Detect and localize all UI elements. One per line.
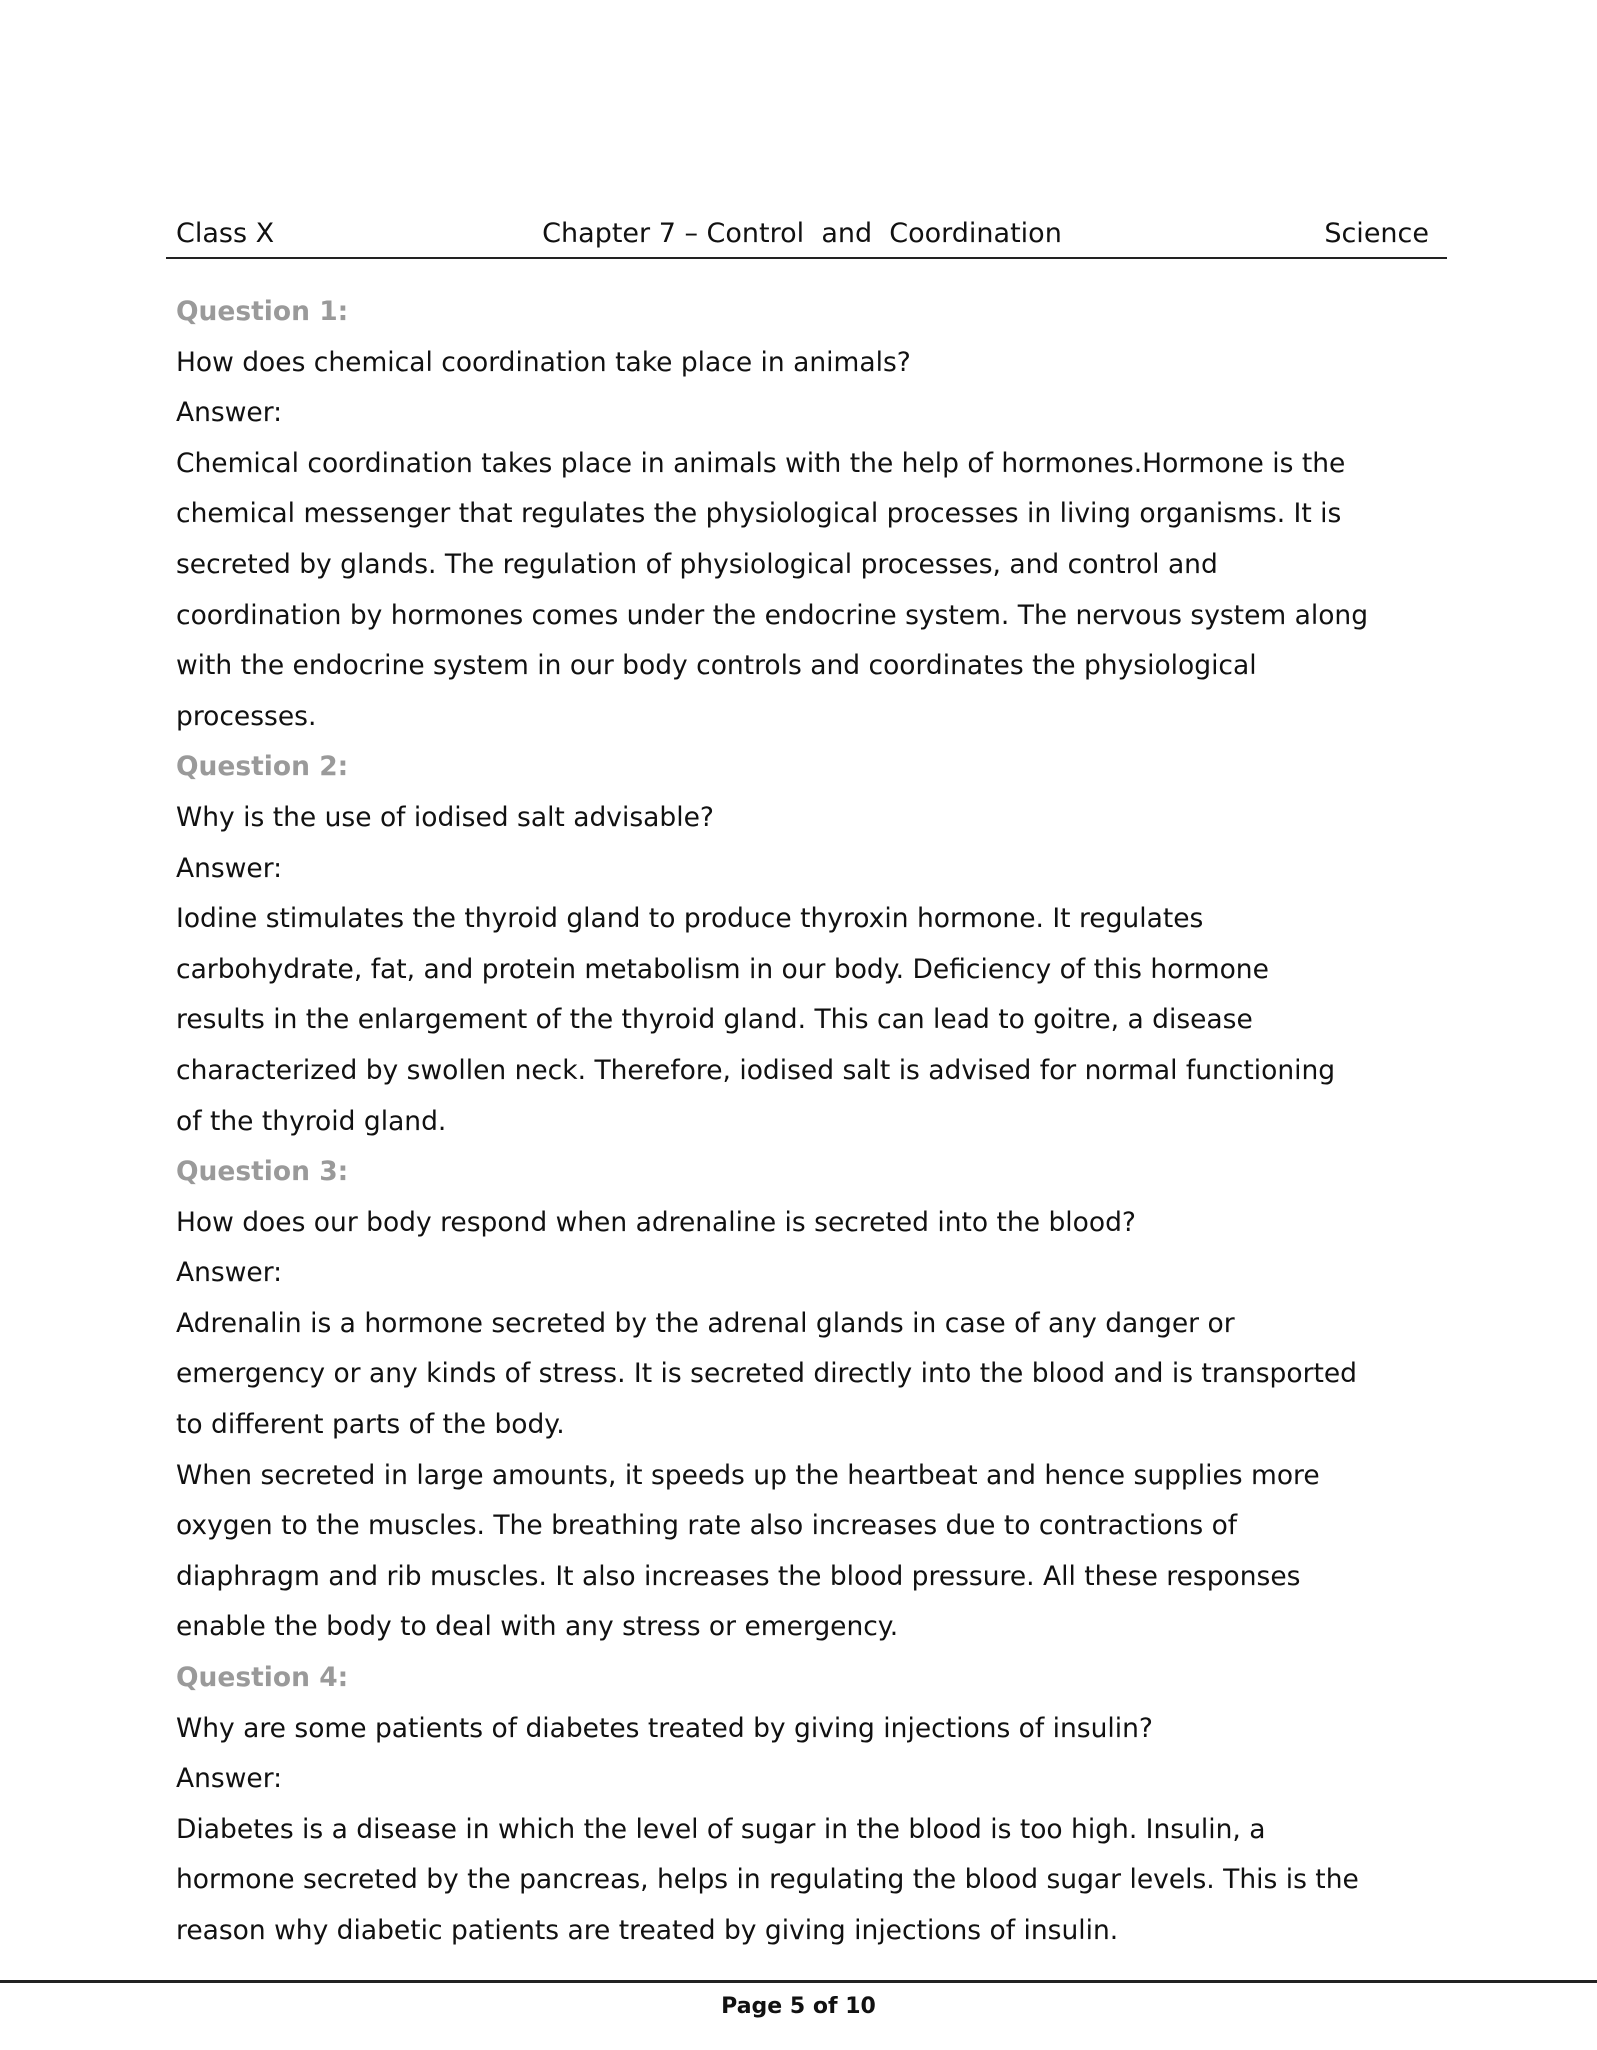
answer-text-line: oxygen to the muscles. The breathing rate also increases due to contractions of — [176, 1510, 1238, 1542]
question-heading: Question 1: — [176, 296, 349, 327]
header-class: Class X — [176, 218, 275, 249]
answer-text-line: emergency or any kinds of stress. It is secreted directly into the blood and is transported — [176, 1358, 1357, 1390]
answer-text-line: coordination by hormones comes under the endocrine system. The nervous system along — [176, 599, 1369, 631]
answer-text-line: with the endocrine system in our body controls and coordinates the physiological — [176, 650, 1257, 682]
answer-text-line: hormone secreted by the pancreas, helps in regulating the blood sugar levels. This is the — [176, 1864, 1359, 1896]
question-text: How does chemical coordination take place in animals? — [176, 346, 911, 378]
page-number: Page 5 of 10 — [721, 1994, 876, 2019]
answer-label: Answer: — [176, 1763, 283, 1795]
header-subject: Science — [1324, 218, 1429, 249]
question-text: How does our body respond when adrenaline is secreted into the blood? — [176, 1206, 1136, 1238]
answer-text-line: Adrenalin is a hormone secreted by the adrenal glands in case of any danger or — [176, 1307, 1235, 1339]
footer-divider — [0, 1980, 1597, 1983]
question-text: Why is the use of iodised salt advisable? — [176, 801, 714, 833]
answer-label: Answer: — [176, 1257, 283, 1289]
question-heading: Question 4: — [176, 1662, 349, 1694]
answer-text-line: diaphragm and rib muscles. It also increases the blood pressure. All these responses — [176, 1560, 1301, 1592]
answer-text-line: Iodine stimulates the thyroid gland to produce thyroxin hormone. It regulates — [176, 903, 1204, 935]
answer-text-line: Chemical coordination takes place in animals with the help of hormones.Hormone is the — [176, 447, 1346, 479]
answer-text-line: of the thyroid gland. — [176, 1105, 447, 1137]
answer-text-line: carbohydrate, fat, and protein metabolism in our body. Deficiency of this hormone — [176, 953, 1269, 985]
answer-label: Answer: — [176, 852, 283, 884]
answer-text-line: to different parts of the body. — [176, 1409, 565, 1441]
answer-text-line: chemical messenger that regulates the physiological processes in living organisms. It is — [176, 498, 1342, 530]
answer-text-line: processes. — [176, 700, 317, 732]
answer-label: Answer: — [176, 397, 283, 429]
answer-text-line: enable the body to deal with any stress or emergency. — [176, 1611, 899, 1643]
header-chapter-title: Chapter 7 – Control and Coordination — [542, 218, 1062, 249]
answer-text-line: reason why diabetic patients are treated by giving injections of insulin. — [176, 1915, 1119, 1946]
question-heading: Question 3: — [176, 1156, 349, 1188]
answer-text-line: When secreted in large amounts, it speeds up the heartbeat and hence supplies more — [176, 1459, 1320, 1491]
answer-text-line: results in the enlargement of the thyroid gland. This can lead to goitre, a disease — [176, 1004, 1253, 1036]
question-text: Why are some patients of diabetes treated by giving injections of insulin? — [176, 1712, 1153, 1744]
question-heading: Question 2: — [176, 751, 349, 783]
answer-text-line: characterized by swollen neck. Therefore, iodised salt is advised for normal functioning — [176, 1054, 1336, 1086]
answer-text-line: secreted by glands. The regulation of physiological processes, and control and — [176, 548, 1218, 580]
answer-text-line: Diabetes is a disease in which the level of sugar in the blood is too high. Insulin, a — [176, 1813, 1266, 1845]
page-content — [176, 287, 1466, 1957]
header-divider — [166, 257, 1447, 259]
